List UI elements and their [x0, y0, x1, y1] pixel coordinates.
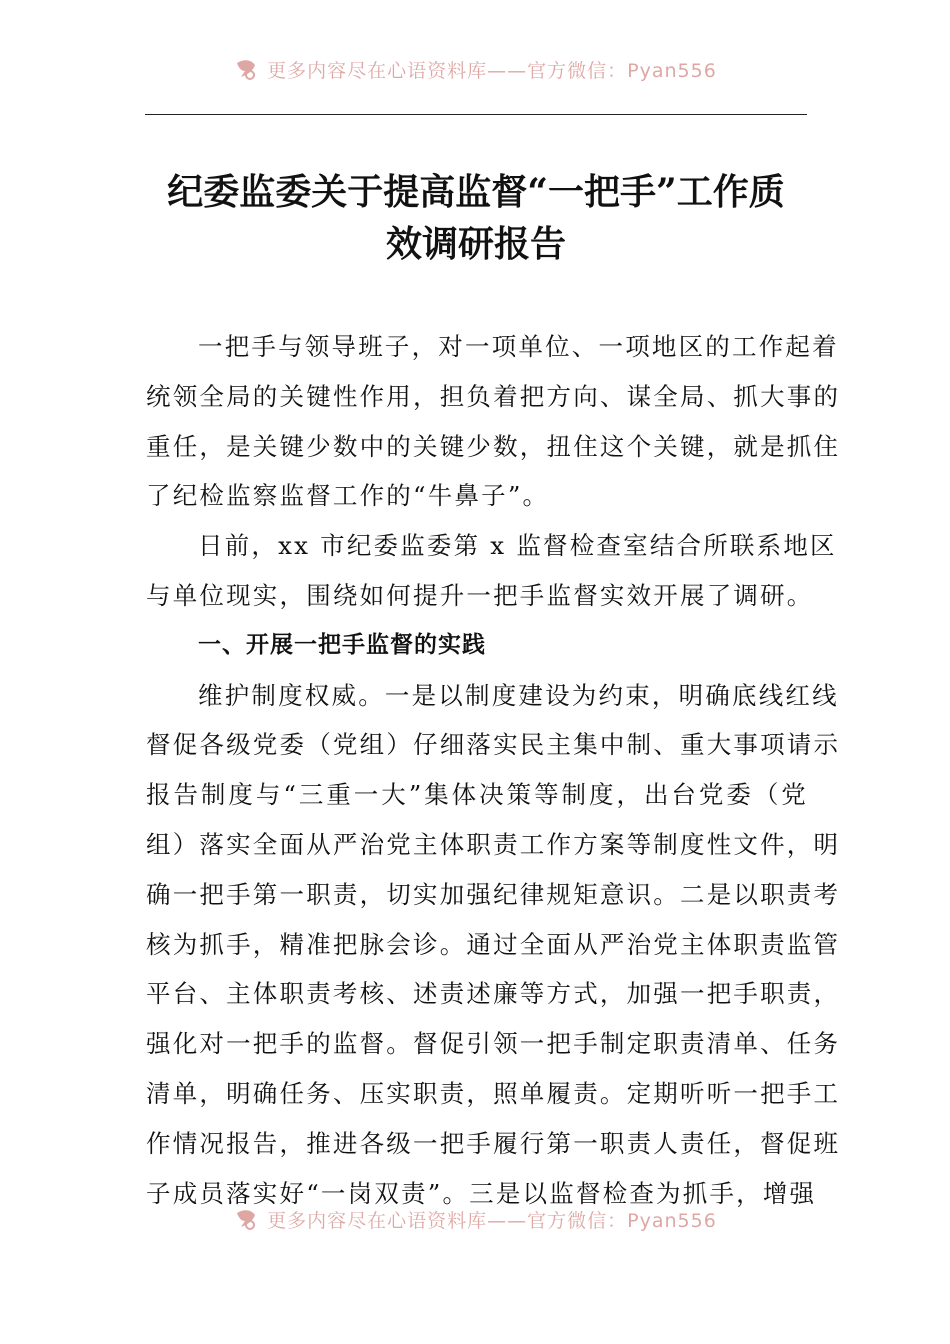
paragraph-line: 督促各级党委（党组）仔细落实民主集中制、重大事项请示	[146, 730, 841, 760]
paragraph-line: 维护制度权威。一是以制度建设为约束，明确底线红线	[198, 680, 839, 710]
watermark-text: 更多内容尽在心语资料库——官方微信：Pyan556	[267, 60, 717, 82]
paragraph-line: 子成员落实好“一岗双责”。三是以监督检查为抓手，增强	[146, 1178, 817, 1208]
watermark-text: 更多内容尽在心语资料库——官方微信：Pyan556	[267, 1210, 717, 1232]
brand-logo-icon	[233, 57, 259, 83]
title-line: 纪委监委关于提高监督“一把手”工作质	[167, 171, 785, 213]
section-heading: 一、开展一把手监督的实践	[198, 631, 486, 658]
paragraph-line: 了纪检监察监督工作的“牛鼻子”。	[146, 481, 550, 511]
paragraph-line: 一把手与领导班子，对一项单位、一项地区的工作起着	[198, 332, 839, 361]
header-divider	[145, 114, 807, 115]
paragraph-line: 平台、主体职责考核、述责述廉等方式，加强一把手职责，	[146, 979, 841, 1009]
brand-logo-icon	[233, 1207, 259, 1233]
paragraph-line: 报告制度与“三重一大”集体决策等制度，出台党委（党	[146, 780, 808, 810]
paragraph-line: 重任，是关键少数中的关键少数，扭住这个关键，就是抓住	[146, 431, 841, 461]
paragraph-line: 与单位现实，围绕如何提升一把手监督实效开展了调研。	[146, 580, 814, 610]
paragraph-line: 清单，明确任务、压实职责，照单履责。定期听听一把手工	[146, 1078, 841, 1108]
watermark-bottom	[0, 1206, 950, 1233]
document-title	[145, 166, 807, 270]
paragraph-line: 强化对一把手的监督。督促引领一把手制定职责清单、任务	[146, 1029, 841, 1059]
paragraph-line: 组）落实全面从严治党主体职责工作方案等制度性文件，明	[146, 829, 841, 859]
paragraph-line: 日前，xx 市纪委监委第 x 监督检查室结合所联系地区	[198, 531, 837, 561]
title-line: 效调研报告	[385, 223, 566, 265]
paragraph-line: 作情况报告，推进各级一把手履行第一职责人责任，督促班	[146, 1128, 841, 1158]
paragraph-line: 核为抓手，精准把脉会诊。通过全面从严治党主体职责监管	[146, 929, 841, 959]
document-body	[146, 322, 841, 1218]
watermark-top	[0, 56, 950, 83]
paragraph-line: 确一把手第一职责，切实加强纪律规矩意识。二是以职责考	[146, 879, 841, 909]
paragraph-line: 统领全局的关键性作用，担负着把方向、谋全局、抓大事的	[146, 381, 841, 411]
